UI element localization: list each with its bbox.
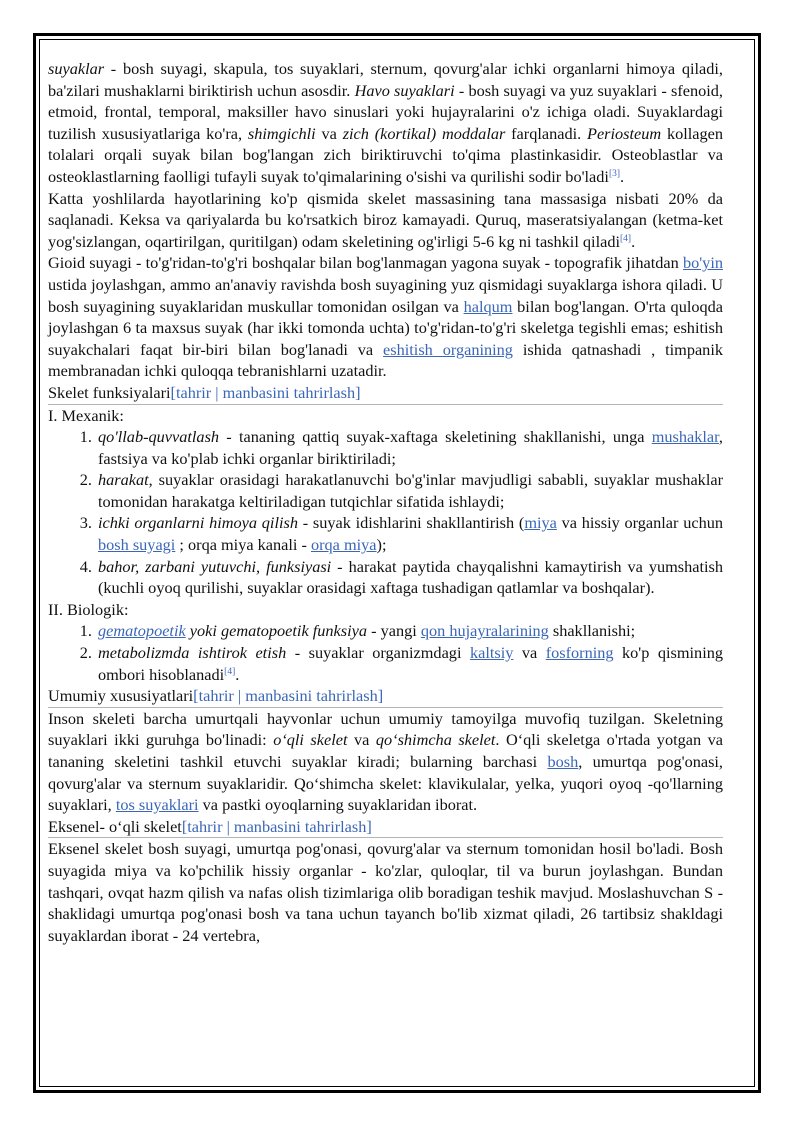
section-heading-skelet-funksiyalari — [48, 382, 723, 405]
text: . O‘qli skeletga o'rtada yotgan va tananing skeletini tashkil etuvchi suyaklar kiradi; bularning barchasi — [48, 730, 723, 771]
text: Katta yoshlilarda hayotlarining ko'p qismida skelet massasining tana massasiga nisbati 20% da saqlanadi. Keksa va qariyalarda bu ko'rsatkich biroz kamayadi. Quruq, maseratsiyalangan (ketma-ket yog'sizlangan, oqartirilgan, quritilgan) odam skeletining og'irligi 5-6 kg ni tashkil qiladi — [48, 188, 723, 251]
edit-section-link[interactable]: [tahrir | manbasini tahrirlash] — [181, 816, 372, 836]
link-fosforning[interactable]: fosforning — [545, 643, 614, 663]
term: zich (kortikal) moddalar — [342, 123, 506, 143]
term: Periosteum — [587, 123, 662, 143]
edit-section-link[interactable]: [tahrir | manbasini tahrirlash] — [193, 686, 384, 706]
text: ustida joylashgan, ammo an'anaviy ravishda bosh suyagining yuz qismidagi suyaklarga ishora qiladi. U bosh suyagining suyaklaridan muskullar tomonidan osilgan va — [48, 274, 723, 316]
text: ; orqa miya kanali - — [175, 535, 311, 555]
term: bahor, zarbani yutuvchi, funksiyasi — [98, 556, 332, 576]
list-item — [96, 556, 723, 599]
citation-link[interactable]: [4] — [620, 233, 632, 244]
link-miya[interactable]: miya — [524, 513, 557, 533]
link-halqum[interactable]: halqum — [463, 296, 513, 316]
link-orqa-miya[interactable]: orqa miya — [310, 535, 377, 555]
term: shimgichli — [247, 123, 316, 143]
term: o‘qli skelet — [273, 730, 348, 750]
text: farqlanadi. — [505, 123, 587, 143]
list-item — [96, 426, 723, 469]
group-title-biologik: II. Biologik: — [48, 599, 129, 619]
citation-link[interactable]: [3] — [608, 168, 621, 179]
list-item — [96, 469, 723, 512]
intro-paragraph-1 — [48, 58, 723, 252]
text: ko'p qismining ombori hisoblanadi — [98, 643, 723, 684]
edit-section-link[interactable]: [tahrir | manbasini tahrirlash] — [170, 382, 361, 402]
link-tos-suyaklari[interactable]: tos suyaklari — [115, 795, 199, 815]
text: va hissiy organlar uchun — [556, 513, 723, 533]
text: , fastsiya va ko'plab ichki organlar biriktiriladi; — [98, 427, 723, 468]
link-qon-hujayralarining[interactable]: qon hujayralarining — [420, 621, 549, 641]
link-mushaklar[interactable]: mushaklar — [651, 427, 719, 447]
text: va — [315, 123, 343, 143]
text: . — [631, 231, 636, 251]
text: va — [513, 643, 546, 663]
text: bilan bog'langan. O'rta quloqda joylashgan 6 ta maxsus suyak (har ikki tomonda uchta) to'g'ridan-to'g'ri skeletga tegishli emas; eshitish suyakchalari faqat bir-biri bilan bog'lanadi va — [48, 296, 724, 359]
link-bosh[interactable]: bosh — [547, 752, 579, 771]
term: qo‘shimcha skelet — [375, 730, 496, 750]
heading-title: Skelet funksiyalari — [48, 382, 171, 402]
link-kaltsiy[interactable]: kaltsiy — [469, 643, 514, 663]
heading-title: Eksenel- o‘qli skelet — [48, 816, 182, 836]
intro-paragraph-2 — [48, 252, 723, 382]
term: yoki gematopoetik funksiya — [185, 621, 368, 641]
umumiy-paragraph — [48, 708, 723, 816]
text: kollagen tolalari orqali suyak bilan bog'langan zich biriktiruvchi to'qima plastinkasidir. Osteoblastlar va osteoklastlarning faolligi tufayli suyak to'qimalarining o'sishi va qurilishi sodir bo'ladi — [48, 123, 724, 186]
text: va — [347, 730, 376, 750]
document-content — [48, 58, 723, 946]
section-heading-eksenel-skelet — [48, 816, 723, 839]
text: - suyaklar organizmdagi — [286, 643, 470, 663]
list-item — [96, 512, 723, 555]
term: Havo suyaklari — [354, 80, 455, 100]
list-item — [96, 642, 723, 685]
link-bosh-suyagi[interactable]: bosh suyagi — [98, 535, 176, 555]
link-gematopoetik[interactable]: gematopoetik — [98, 621, 186, 641]
link-eshitish-organining[interactable]: eshitish organining — [383, 339, 513, 359]
text: ishida qatnashadi , timpanik membranadan ichki quloqqa tebranishlarni uzatadir. — [48, 339, 723, 381]
list-mexanik — [48, 426, 723, 599]
list-item — [96, 620, 723, 642]
text: - harakat paytida chayqalishni kamaytirish va yumshatish (kuchli oyoq qurilishi, suyaklar orasidagi xaftaga tushadigan qatlamlar va boshqalar). — [98, 556, 724, 598]
text: , umurtqa pog'onasi, qovurg'alar va sternum suyaklaridir. Qo‘shimcha skelet: klavikulalar, yelka, yuqori oyoq -qo'llarning suyaklari, — [48, 752, 724, 815]
eksenel-paragraph — [48, 838, 723, 946]
text: . — [620, 166, 625, 186]
term: harakat — [98, 470, 149, 490]
list-biologik — [48, 620, 723, 685]
text: - bosh suyagi, skapula, tos suyaklari, sternum, qovurg'alar ichki organlarni himoya qiladi, ba'zilari mushaklarni biriktirish uchun asosdir. — [48, 59, 723, 100]
group-title-mexanik: I. Mexanik: — [48, 405, 124, 425]
text: Eksenel skelet bosh suyagi, umurtqa pog'onasi, qovurg'alar va sternum tomonidan hosil bo'ladi. Bosh suyagida miya va ko'pchilik hissiy organlar - ko'zlar, quloqlar, til va burun joylashgan. Bundan tashqari, ovqat hazm qilish va nafas olish tizimlariga olib boradigan teshik mavjud. Moslashuvchan S - shaklidagi umurtqa pog'onasi bosh va tana uchun tayanch bo'lib xizmat qiladi, 26 tartibsiz shakldagi suyaklardan iborat - 24 vertebra, — [48, 839, 723, 945]
text: , suyaklar orasidagi harakatlanuvchi bo'g'inlar mavjudligi sababli, suyaklar mushaklar tomonidan harakatga keltiriladigan tutqichlar sifatida ishlaydi; — [98, 470, 723, 511]
text: - bosh suyagi va yuz suyaklari - sfenoid, etmoid, frontal, temporal, maksiller havo sinuslari yoki hujayralarini o'z ichiga oladi. Suyaklardagi tuzilish xususiyatlariga ko'ra, — [48, 80, 723, 143]
text: shakllanishi; — [548, 621, 636, 641]
term: metabolizmda ishtirok etish — [98, 643, 287, 663]
link-boyin[interactable]: bo'yin — [682, 253, 723, 273]
section-heading-umumiy-xususiyatlari — [48, 685, 723, 708]
term: qo'llab-quvvatlash — [98, 427, 220, 447]
text: Gioid suyagi - to'g'ridan-to'g'ri boshqalar bilan bog'lanmagan yagona suyak - topografik jihatdan — [48, 253, 683, 273]
heading-title: Umumiy xususiyatlari — [48, 686, 194, 706]
text: - suyak idishlarini shakllantirish ( — [297, 513, 525, 533]
term: ichki organlarni himoya qilish — [98, 513, 298, 533]
text: . — [235, 664, 240, 684]
text: ); — [376, 535, 387, 555]
text: - tananing qattiq suyak-xaftaga skeletining shakllanishi, unga — [219, 427, 652, 447]
text: Inson skeleti barcha umurtqali hayvonlar uchun umumiy tamoyilga muvofiq tuzilgan. Skeletning suyaklari ikki guruhga bo'linadi: — [48, 708, 723, 750]
text: - yangi — [367, 621, 421, 641]
text: va pastki oyoqlarning suyaklaridan iborat. — [198, 795, 478, 815]
term: suyaklar — [48, 59, 105, 78]
citation-link[interactable]: [4] — [224, 666, 236, 677]
